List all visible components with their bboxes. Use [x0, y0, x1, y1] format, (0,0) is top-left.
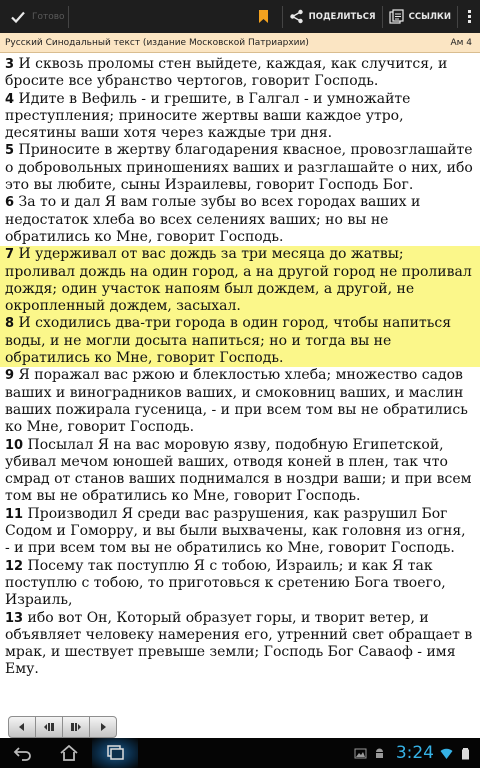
verse-number: 4 [5, 91, 15, 107]
checkmark-icon [10, 9, 26, 25]
next-chapter-button[interactable] [62, 716, 90, 738]
verse-text: Производил Я среди вас разрушения, как разрушил Бог Содом и Гоморру, и вы были выхвачены, как головня из огня, - и при всем том вы не обратились ко Мне, говорит Господь. [5, 505, 466, 557]
verse-number: 7 [5, 247, 15, 263]
verse-number: 12 [5, 558, 24, 574]
verse-text: Посылал Я на вас моровую язву, подобную Египетской, убивал мечом юношей ваших, отводя коней в плен, так что смрад от станов ваших поднимался в ноздри ваши; и при всем том вы не обратились ко Мне, говорит Господь. [5, 436, 472, 505]
share-button[interactable] [283, 0, 382, 33]
home-button[interactable] [46, 738, 92, 768]
verse-number: 8 [5, 316, 15, 332]
clock: 3:24 [395, 743, 434, 763]
verse-text: И сходились два-три города в один город, чтобы напиться воды, и не могли досыта напиться; но и тогда вы не обратились ко Мне, говорит Господь. [5, 315, 452, 367]
chapter-reference: Ам 4 [450, 37, 472, 48]
verse-text: Идите в Вефиль - и грешите, в Галгал - и умножайте преступления; приносите жертвы ваши каждое утро, десятины ваши хотя через каждые три дня. [5, 90, 411, 142]
verse-text: За то и дал Я вам голые зубы во всех городах ваших и недостаток хлеба во всех селениях ваших; но вы не обратились ко Мне, говорит Господь. [5, 194, 421, 245]
home-icon [59, 745, 79, 761]
verse-text: И удерживал от вас дождь за три месяца до жатвы; проливал дождь на один город, а на другой город не проливал дождя; один участок напоям был дождем, а другой, не окропленный дождем, засыхал. [5, 246, 472, 315]
prev-chapter-button[interactable] [35, 716, 63, 738]
back-icon [13, 745, 33, 761]
back-button[interactable] [0, 738, 46, 768]
verse-5[interactable] [5, 142, 474, 194]
verse-8[interactable] [0, 315, 480, 367]
translation-info-bar[interactable] [0, 33, 480, 53]
chapter-navigation [8, 716, 116, 738]
verse-12[interactable] [5, 558, 474, 610]
links-label: ССЫЛКИ [408, 11, 451, 22]
verse-number: 10 [5, 437, 24, 453]
verse-6[interactable] [5, 194, 474, 246]
verse-7[interactable] [0, 246, 480, 315]
battery-icon [459, 747, 472, 760]
overflow-menu-icon[interactable] [458, 0, 480, 33]
verse-text: Я поражал вас ржою и блеклостью хлеба; множество садов ваших и виноградников ваших, и смоковниц ваших, и маслин ваших пожирала гусеница, - и при всем том вы не обратились ко Мне, говорит Господь. [5, 367, 468, 436]
links-icon [389, 9, 404, 24]
verse-13[interactable] [5, 610, 474, 679]
verse-number: 5 [5, 143, 15, 159]
scripture-text-area[interactable] [0, 54, 480, 712]
translation-name: Русский Синодальный текст (издание Московской Патриархии) [5, 37, 309, 48]
screenshot-icon [354, 747, 367, 760]
recent-apps-button[interactable] [92, 738, 138, 768]
verse-4[interactable] [5, 91, 474, 143]
share-icon [289, 9, 304, 24]
verse-number: 13 [5, 610, 24, 626]
done-button[interactable] [0, 0, 68, 33]
verse-text: Посему так поступлю Я с тобою, Израиль; и как Я так поступлю с тобою, то приготовься к сретению Бога твоего, Израиль, [5, 557, 446, 609]
share-label: ПОДЕЛИТЬСЯ [308, 11, 376, 22]
next-arrow-icon [97, 721, 109, 733]
bookmark-button[interactable] [250, 0, 282, 33]
prev-verse-button[interactable] [8, 716, 36, 738]
next-chapter-icon [70, 721, 82, 733]
verse-text: ибо вот Он, Который образует горы, и творит ветер, и объявляет человеку намерения его, утренний свет обращает в мрак, и шествует превыше земли; Господь Бог Саваоф - имя Ему. [5, 609, 473, 678]
system-navigation-bar [0, 738, 480, 768]
prev-arrow-icon [16, 721, 28, 733]
action-bar-divider [68, 6, 69, 28]
android-icon [373, 747, 386, 760]
bookmark-icon [256, 9, 271, 24]
verse-number: 6 [5, 195, 15, 211]
verse-text: И сквозь проломы стен выйдете, каждая, как случится, и бросите все убранство чертогов, говорит Господь. [5, 56, 448, 90]
status-area[interactable] [354, 743, 480, 763]
done-label: Готово [32, 11, 65, 22]
action-bar [0, 0, 480, 33]
next-verse-button[interactable] [89, 716, 117, 738]
links-button[interactable] [383, 0, 457, 33]
verse-10[interactable] [5, 437, 474, 506]
verse-3[interactable] [5, 56, 474, 91]
verse-text: Приносите в жертву благодарения квасное, провозглашайте о добровольных приношениях ваших и разглашайте о них, ибо это вы любите, сыны Израилевы, говорит Господь Бог. [5, 142, 473, 194]
verse-11[interactable] [5, 506, 474, 558]
wifi-icon [440, 747, 453, 760]
prev-chapter-icon [43, 721, 55, 733]
verse-number: 3 [5, 57, 15, 72]
verse-number: 9 [5, 368, 15, 384]
verse-9[interactable] [5, 367, 474, 436]
recent-apps-icon [105, 745, 125, 761]
verse-number: 11 [5, 506, 24, 522]
